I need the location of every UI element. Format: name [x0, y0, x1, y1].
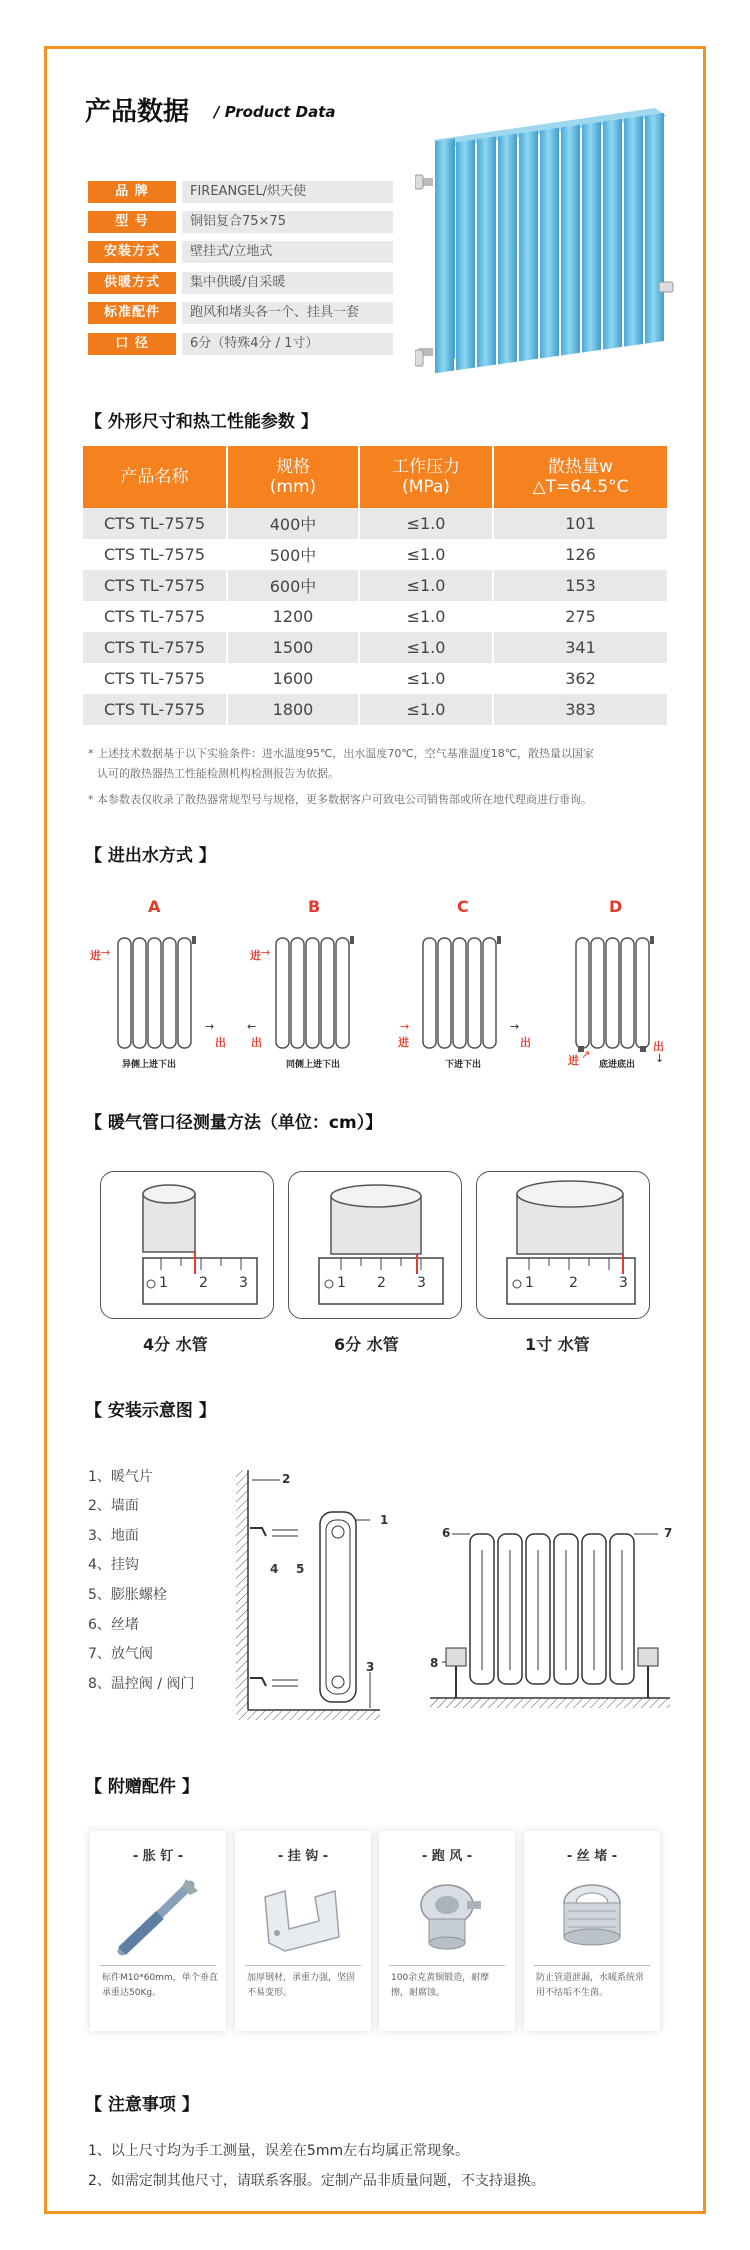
spec-label: 型 号 [88, 211, 176, 233]
ruler-tick: 2 [569, 1275, 578, 1291]
notice-item: 2、如需定制其他尺寸，请联系客服。定制产品非质量问题，不支持退换。 [88, 2173, 545, 2189]
header-spec: 规格 (mm) [227, 446, 359, 508]
pipe-card-1cun [476, 1171, 650, 1319]
spec-value: 6分（特殊4分 / 1寸） [182, 333, 393, 355]
accessory-divider [389, 1965, 505, 1966]
outlet-label: 出 [251, 1036, 262, 1049]
pipe-caption-6fen: 6分 水管 [334, 1335, 399, 1354]
ruler-tick: 1 [159, 1275, 168, 1291]
marker-7: 7 [664, 1526, 673, 1540]
water-section-title: 【 进出水方式 】 [85, 846, 216, 866]
accessory-card-hook [235, 1831, 371, 2031]
marker-3: 3 [366, 1660, 375, 1674]
accessory-card-plug [524, 1831, 660, 2031]
plug-cap-icon [552, 1875, 632, 1959]
product-data-subtitle: / Product Data [214, 103, 336, 121]
outlet-label: 出 [215, 1036, 226, 1049]
legend-item: 8、温控阀 / 阀门 [88, 1676, 195, 1692]
spec-label: 标准配件 [88, 302, 176, 324]
water-diagram-d [568, 928, 668, 1053]
table-row: CTS TL-7575 1200 ≤1.0 275 [83, 601, 667, 632]
table-row: CTS TL-7575 600中 ≤1.0 153 [83, 570, 667, 601]
test-conditions-note: * 上述技术数据基于以下实验条件：进水温度95℃，出水温度70℃，空气基准温度18℃，散热量以国家 认可的散热器热工性能检测机构检测报告为依据。 [88, 747, 595, 780]
header-product-name: 产品名称 [83, 446, 227, 508]
params-coverage-note: * 本参数表仅收录了散热器常规型号与规格，更多数据客户可致电公司销售部或所在地代理商进行垂询。 [88, 793, 592, 806]
table-row: CTS TL-7575 1500 ≤1.0 341 [83, 632, 667, 663]
spec-row-install [88, 241, 393, 263]
marker-5: 5 [296, 1562, 305, 1576]
water-diagram-a [110, 928, 210, 1053]
diagram-letter-b: B [308, 897, 321, 916]
ruler-tick: 3 [417, 1275, 426, 1291]
spec-value: 铜铝复合75×75 [182, 211, 393, 233]
pipe-card-4fen [100, 1171, 274, 1319]
notice-item: 1、以上尺寸均为手工测量，误差在5mm左右均属正常现象。 [88, 2143, 470, 2159]
header-heat-output: 散热量w △T=64.5°C [493, 446, 667, 508]
accessories-section-title: 【 附赠配件 】 [85, 1777, 199, 1797]
accessory-divider [245, 1965, 361, 1966]
inlet-arrow-icon: → [400, 1020, 410, 1033]
spec-value: 壁挂式/立地式 [182, 241, 393, 263]
marker-1: 1 [380, 1513, 389, 1527]
pipe-section-title: 【 暖气管口径测量方法（单位：cm）】 [85, 1113, 383, 1133]
params-section-title: 【 外形尺寸和热工性能参数 】 [85, 412, 318, 432]
ruler-tick: 2 [199, 1275, 208, 1291]
spec-label: 安装方式 [88, 241, 176, 263]
diagram-caption-c: 下进下出 [445, 1060, 482, 1070]
legend-item: 6、丝堵 [88, 1617, 139, 1633]
accessory-desc: 加厚钢材，承重力强，坚固不易变形。 [247, 1973, 356, 1998]
spec-label: 口 径 [88, 333, 176, 355]
pipe-ruler-illustration [289, 1172, 463, 1320]
spec-label: 品 牌 [88, 181, 176, 203]
inlet-arrow-icon: → [261, 946, 271, 959]
header-pressure: 工作压力 (MPa) [359, 446, 493, 508]
install-front-diagram [430, 1520, 673, 1730]
accessory-desc: 防止管道泄漏，水暖系统常用不结垢不生菌。 [536, 1973, 645, 1998]
diagram-letter-c: C [457, 897, 469, 916]
inlet-label: 进 [398, 1036, 409, 1049]
accessory-card-air-valve [379, 1831, 515, 2031]
spec-row-brand [88, 181, 393, 203]
table-header-row [83, 446, 667, 508]
legend-item: 1、暖气片 [88, 1469, 153, 1485]
legend-item: 4、挂钩 [88, 1557, 139, 1573]
accessory-title: - 丝 堵 - [566, 1849, 618, 1864]
inlet-label: 进 [90, 949, 101, 962]
table-row: CTS TL-7575 1600 ≤1.0 362 [83, 663, 667, 694]
diagram-letter-a: A [148, 897, 161, 916]
spec-value: 跑风和堵头各一个、挂具一套 [182, 302, 393, 324]
table-row: CTS TL-7575 500中 ≤1.0 126 [83, 539, 667, 570]
outlet-arrow-icon: → [205, 1020, 215, 1033]
ruler-tick: 3 [239, 1275, 248, 1291]
diagram-caption-d: 底进底出 [599, 1060, 636, 1070]
marker-8: 8 [430, 1656, 439, 1670]
water-diagram-b [268, 928, 368, 1053]
marker-4: 4 [270, 1562, 279, 1576]
table-row: CTS TL-7575 400中 ≤1.0 101 [83, 508, 667, 539]
spec-value: FIREANGEL/炽天使 [182, 181, 393, 203]
radiator-product-image [415, 100, 675, 400]
install-section-title: 【 安装示意图 】 [85, 1401, 216, 1421]
inlet-arrow-icon: ↗ [581, 1048, 591, 1061]
pipe-card-6fen [288, 1171, 462, 1319]
spec-label: 供暖方式 [88, 272, 176, 294]
outlet-arrow-icon: ← [247, 1020, 257, 1033]
outlet-arrow-icon: ↓ [655, 1052, 665, 1065]
inlet-label: 进 [250, 949, 261, 962]
accessory-title: - 挂 钩 - [277, 1849, 329, 1864]
outlet-label: 出 [653, 1040, 664, 1053]
hook-bracket-icon [255, 1877, 351, 1957]
accessory-desc: 标件M10*60mm，单个垂直承重达50Kg。 [102, 1973, 218, 1998]
legend-item: 3、地面 [88, 1528, 139, 1544]
outlet-label: 出 [520, 1036, 531, 1049]
spec-row-model [88, 211, 393, 233]
legend-item: 5、膨胀螺栓 [88, 1587, 167, 1603]
pipe-ruler-illustration [477, 1172, 651, 1320]
inlet-label: 进 [568, 1054, 579, 1067]
spec-row-caliber [88, 333, 393, 355]
table-row: CTS TL-7575 1800 ≤1.0 383 [83, 694, 667, 725]
pipe-ruler-illustration [101, 1172, 275, 1320]
anchor-bolt-icon [110, 1871, 206, 1961]
accessory-divider [534, 1965, 650, 1966]
water-diagram-c [415, 928, 515, 1053]
ruler-tick: 3 [619, 1275, 628, 1291]
accessory-card-anchor [90, 1831, 226, 2031]
spec-row-heating [88, 272, 393, 294]
ruler-tick: 1 [525, 1275, 534, 1291]
diagram-caption-a: 异侧上进下出 [122, 1060, 177, 1070]
notice-section-title: 【 注意事项 】 [85, 2095, 199, 2115]
marker-2: 2 [282, 1472, 291, 1486]
ruler-tick: 2 [377, 1275, 386, 1291]
accessory-desc: 100余克黄铜锻造，耐摩擦，耐腐蚀。 [391, 1973, 490, 1998]
marker-6: 6 [442, 1526, 451, 1540]
legend-item: 7、放气阀 [88, 1646, 153, 1662]
accessory-title: - 跑 风 - [421, 1849, 473, 1864]
spec-row-accessories [88, 302, 393, 324]
pipe-caption-1cun: 1寸 水管 [525, 1335, 590, 1354]
pipe-caption-4fen: 4分 水管 [143, 1335, 208, 1354]
inlet-arrow-icon: → [101, 946, 111, 959]
ruler-tick: 1 [337, 1275, 346, 1291]
install-side-diagram [210, 1460, 390, 1730]
accessory-title: - 胀 钉 - [132, 1849, 184, 1864]
air-valve-icon [407, 1875, 487, 1959]
product-data-title: 产品数据 [85, 97, 190, 127]
params-table [83, 446, 667, 725]
legend-item: 2、墙面 [88, 1498, 139, 1514]
diagram-caption-b: 同侧上进下出 [286, 1060, 341, 1070]
accessory-divider [100, 1965, 216, 1966]
outlet-arrow-icon: → [510, 1020, 520, 1033]
spec-value: 集中供暖/自采暖 [182, 272, 393, 294]
diagram-letter-d: D [609, 897, 623, 916]
